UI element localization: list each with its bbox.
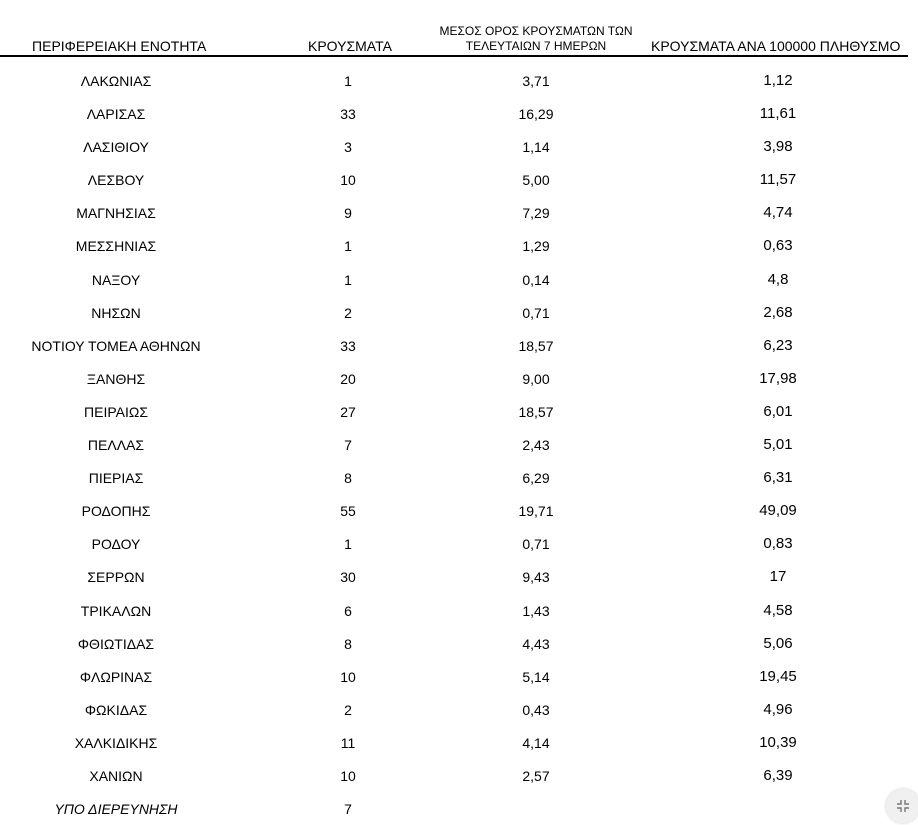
table-row <box>0 64 918 97</box>
cell-region: ΞΑΝΘΗΣ <box>86 370 146 387</box>
cell-region: ΤΡΙΚΑΛΩΝ <box>80 602 152 619</box>
cell-region: ΛΑΣΙΘΙΟΥ <box>83 139 149 156</box>
table-row <box>0 560 918 593</box>
cell-avg-7-days: 2,57 <box>522 767 550 784</box>
cell-region: ΦΛΩΡΙΝΑΣ <box>79 668 153 685</box>
cell-per-100k: 2,68 <box>763 303 793 321</box>
collapse-arrows-icon <box>896 799 910 813</box>
table-row <box>0 627 918 660</box>
cell-per-100k: 4,96 <box>763 700 793 718</box>
table-row <box>0 428 918 461</box>
cell-cases: 1 <box>344 536 352 553</box>
cell-per-100k: 17,98 <box>759 369 797 387</box>
cell-cases: 11 <box>340 734 356 751</box>
cell-cases: 10 <box>340 172 356 189</box>
cell-per-100k: 10,39 <box>759 733 797 751</box>
cell-per-100k: 4,74 <box>763 204 793 222</box>
cell-region: ΜΑΓΝΗΣΙΑΣ <box>76 205 156 222</box>
cell-region: ΜΕΣΣΗΝΙΑΣ <box>75 238 157 255</box>
cell-avg-7-days: 19,71 <box>518 503 554 520</box>
table-row <box>0 792 918 825</box>
cell-avg-7-days: 0,14 <box>522 271 550 288</box>
table-header <box>0 0 918 57</box>
cell-avg-7-days: 1,14 <box>522 139 550 156</box>
table-row <box>0 329 918 362</box>
cell-cases: 10 <box>340 668 356 685</box>
cell-per-100k: 6,23 <box>763 336 793 354</box>
cell-region: ΡΟΔΟΠΗΣ <box>81 503 151 520</box>
table-row <box>0 726 918 759</box>
table-row <box>0 229 918 262</box>
header-divider <box>0 55 908 57</box>
cell-avg-7-days: 1,29 <box>522 238 550 255</box>
cell-cases: 1 <box>344 271 352 288</box>
cell-avg-7-days: 1,43 <box>522 602 550 619</box>
table-row <box>0 461 918 494</box>
cell-per-100k: 4,58 <box>763 601 793 619</box>
cell-region: ΠΕΛΛΑΣ <box>87 437 145 454</box>
cell-region: ΦΩΚΙΔΑΣ <box>84 701 148 718</box>
cell-per-100k: 11,61 <box>759 105 797 123</box>
cell-per-100k: 5,01 <box>763 436 793 454</box>
cell-per-100k: 5,06 <box>763 634 793 652</box>
cell-cases: 7 <box>344 801 352 818</box>
table-row <box>0 693 918 726</box>
cell-cases: 1 <box>344 73 352 89</box>
cell-per-100k: 0,63 <box>763 237 793 255</box>
cell-avg-7-days: 18,57 <box>518 403 554 420</box>
cell-avg-7-days: 0,71 <box>522 304 550 321</box>
cell-per-100k: 1,12 <box>763 72 793 89</box>
cell-region: ΦΘΙΩΤΙΔΑΣ <box>77 635 155 652</box>
cell-cases: 10 <box>340 767 356 784</box>
collapse-button[interactable] <box>886 789 918 823</box>
cell-cases: 2 <box>344 304 352 321</box>
cell-region: ΛΑΚΩΝΙΑΣ <box>80 73 152 89</box>
cell-cases: 9 <box>344 205 352 222</box>
cell-avg-7-days: 4,43 <box>522 635 550 652</box>
cell-avg-7-days: 0,71 <box>522 536 550 553</box>
header-per-100k: ΚΡΟΥΣΜΑΤΑ ΑΝΑ 100000 ΠΛΗΘΥΣΜΟ <box>651 38 901 54</box>
header-cases: ΚΡΟΥΣΜΑΤΑ <box>308 38 392 54</box>
table-row <box>0 296 918 329</box>
cell-per-100k: 0,83 <box>763 535 793 553</box>
table-row <box>0 130 918 163</box>
cell-avg-7-days: 5,00 <box>522 172 550 189</box>
cell-per-100k: 4,8 <box>767 270 789 288</box>
cell-avg-7-days: 2,43 <box>522 437 550 454</box>
cell-region: ΝΑΞΟΥ <box>91 271 141 288</box>
cell-region: ΝΟΤΙΟΥ ΤΟΜΕΑ ΑΘΗΝΩΝ <box>31 337 201 354</box>
cell-avg-7-days: 9,43 <box>522 569 550 586</box>
cell-per-100k: 49,09 <box>759 502 797 520</box>
cell-cases: 20 <box>340 370 356 387</box>
cell-per-100k: 6,01 <box>763 402 793 420</box>
cell-avg-7-days: 18,57 <box>518 337 554 354</box>
table-row <box>0 196 918 229</box>
cell-avg-7-days: 9,00 <box>522 370 550 387</box>
table-row <box>0 594 918 627</box>
table-row <box>0 362 918 395</box>
cell-cases: 8 <box>344 470 352 487</box>
cell-avg-7-days: 0,43 <box>522 701 550 718</box>
cell-region: ΠΙΕΡΙΑΣ <box>88 470 144 487</box>
cell-per-100k: 17 <box>769 568 787 586</box>
cell-per-100k: 19,45 <box>759 667 797 685</box>
cell-cases: 55 <box>340 503 356 520</box>
cell-region: ΠΕΙΡΑΙΩΣ <box>84 403 148 420</box>
cell-cases: 8 <box>344 635 352 652</box>
cell-cases: 33 <box>340 337 356 354</box>
cell-cases: 30 <box>340 569 356 586</box>
cell-region: ΡΟΔΟΥ <box>91 536 141 553</box>
cell-avg-7-days: 6,29 <box>522 470 550 487</box>
cell-per-100k: 6,31 <box>763 469 793 487</box>
header-avg-line-1: ΜΕΣΟΣ ΟΡΟΣ ΚΡΟΥΣΜΑΤΩΝ ΤΩΝ <box>439 24 633 38</box>
cell-cases: 27 <box>340 403 356 420</box>
cell-cases: 6 <box>344 602 352 619</box>
table-row <box>0 527 918 560</box>
cell-per-100k: 11,57 <box>759 171 797 189</box>
cell-avg-7-days: 16,29 <box>518 106 554 123</box>
cell-avg-7-days: 4,14 <box>522 734 550 751</box>
cell-region: ΥΠΟ ΔΙΕΡΕΥΝΗΣΗ <box>54 801 178 818</box>
cell-cases: 33 <box>340 106 356 123</box>
cell-cases: 1 <box>344 238 352 255</box>
table-row <box>0 494 918 527</box>
header-region: ΠΕΡΙΦΕΡΕΙΑΚΗ ΕΝΟΤΗΤΑ <box>32 38 207 54</box>
cell-avg-7-days: 5,14 <box>522 668 550 685</box>
cell-avg-7-days: 7,29 <box>522 205 550 222</box>
cell-region: ΛΑΡΙΣΑΣ <box>86 106 146 123</box>
table-row <box>0 759 918 792</box>
header-avg-line-2: ΤΕΛΕΥΤΑΙΩΝ 7 ΗΜΕΡΩΝ <box>465 39 607 53</box>
cell-per-100k: 6,39 <box>763 766 793 784</box>
cell-per-100k: 3,98 <box>763 138 793 156</box>
cell-cases: 3 <box>344 139 352 156</box>
cell-region: ΣΕΡΡΩΝ <box>87 569 145 586</box>
table-row <box>0 263 918 296</box>
table-row <box>0 660 918 693</box>
table-row <box>0 163 918 196</box>
header-avg-7-days <box>436 24 636 54</box>
table-row <box>0 97 918 130</box>
cell-cases: 2 <box>344 701 352 718</box>
cell-cases: 7 <box>344 437 352 454</box>
cell-region: ΝΗΣΩΝ <box>91 304 141 321</box>
table-body <box>0 64 918 825</box>
cell-region: ΛΕΣΒΟΥ <box>87 172 145 189</box>
cell-region: ΧΑΝΙΩΝ <box>89 767 143 784</box>
table-row <box>0 395 918 428</box>
cell-avg-7-days: 3,71 <box>522 73 550 89</box>
cell-region: ΧΑΛΚΙΔΙΚΗΣ <box>74 734 158 751</box>
